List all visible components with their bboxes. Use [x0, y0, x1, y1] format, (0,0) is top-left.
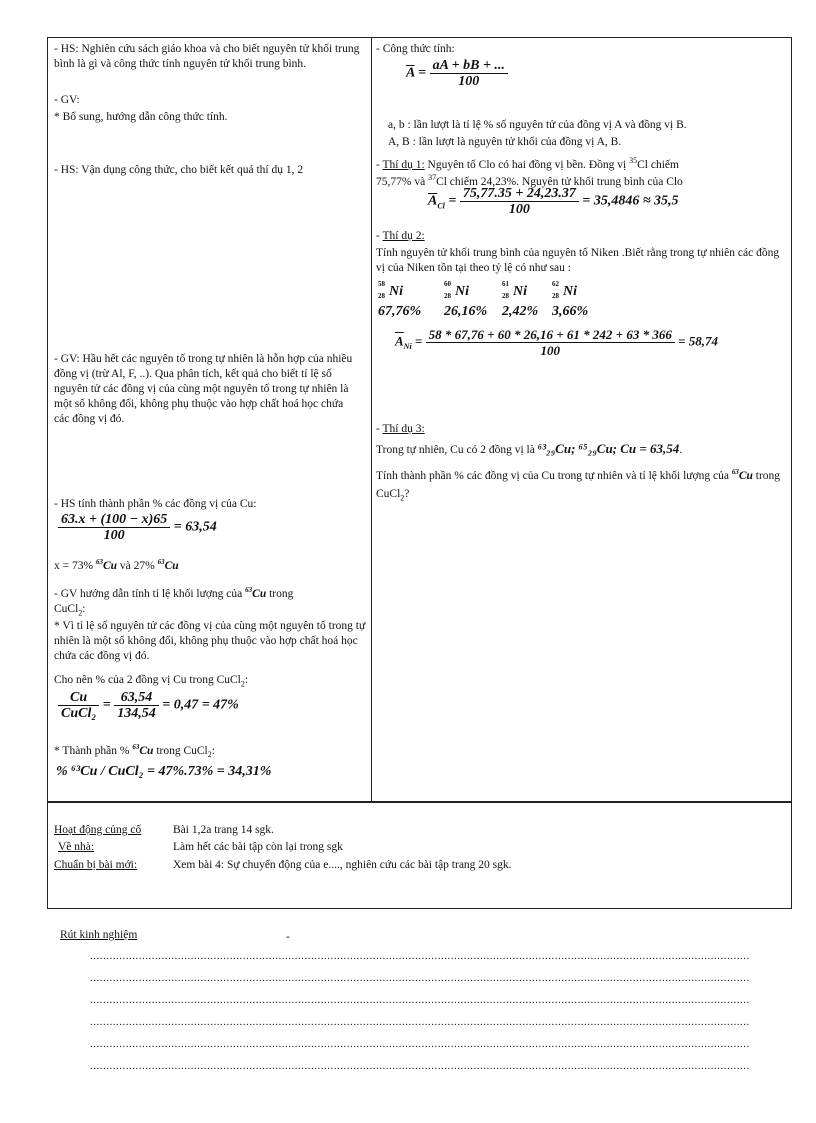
- ex3-text-d: trong CuCl: [376, 469, 781, 500]
- right-formula-label: - Công thức tính:: [376, 43, 455, 55]
- eq-chlorine: $\overline{A}_{Cl}$ = $\frac{75,77.35 + 24,23.37}{100}$ = 35,4846 ≈ 35,5: [428, 186, 679, 217]
- cu-mass: 63: [132, 743, 140, 751]
- ni-z: 28: [552, 292, 559, 300]
- ex3-q: ?: [404, 487, 410, 500]
- eq-nickel: $\overline{A}_{Ni}$ = $\frac{58 * 67,76 + 60 * 26,16 + 61 * 242 + 63 * 366}{100}$ = 58,74: [395, 327, 718, 358]
- eq-cu-mass-percent: % ⁶³Cu / CuCl₂ = 47%.73% = 34,31%: [56, 764, 272, 779]
- right-ab-note: a, b : lần lượt là tỉ lệ % số nguyên tử của đồng vị A và đồng vị B.: [388, 119, 687, 131]
- ex2-den: 100: [540, 343, 560, 358]
- gv3-trong: trong: [269, 587, 294, 600]
- gv3-text: - GV hướng dẫn tính tỉ lệ khối lượng của: [54, 587, 243, 600]
- eq2-den1: CuCl₂: [61, 706, 97, 721]
- left-cucl2: [54, 602, 86, 620]
- cu-symbol: Cu: [102, 559, 118, 572]
- ex3-text-a: Trong tự nhiên, Cu có 2 đồng vị là: [376, 444, 535, 456]
- ni-60: [444, 280, 469, 300]
- left-gv-mass-ratio: [54, 583, 293, 602]
- experience-line: ...........................................................................................................................................................................................................: [90, 972, 750, 984]
- ex1-den: 100: [508, 202, 530, 217]
- consolidate-label: Hoạt động củng cố: [54, 824, 142, 836]
- ni-pct: 2,42%: [502, 304, 539, 319]
- ni-z: 28: [378, 292, 385, 300]
- ex2-lhs-sub: Ni: [403, 342, 412, 352]
- example-2-label: - Thí dụ 2:: [376, 230, 425, 242]
- example-1-line2: 75,77% và $^{37}$Cl chiếm 24,23%. Nguyên tử khối trung bình của Clo: [376, 173, 683, 188]
- example-1: - Thí dụ 1: Nguyên tố Clo có hai đồng vị bền. Đồng vị $^{35}$Cl chiếm: [376, 156, 679, 171]
- example-2-text: Tính nguyên tử khối trung bình của nguyên tố Niken .Biết rằng trong tự nhiên các đồng vị của Niken tồn tại theo tỷ lệ có như sau :: [376, 247, 780, 274]
- x-value: x = 73%: [54, 559, 94, 572]
- eq1-rhs: = 63,54: [173, 519, 217, 535]
- ex2-label: Thí dụ 2:: [382, 230, 425, 242]
- eq-average-mass: $\overline{A}$ = $\frac{aA + bB + ...}{100}$: [406, 58, 508, 89]
- left-star-reason: * Vì tỉ lệ số nguyên tử các đồng vị của cùng một nguyên tố trong tự nhiên là một số không đổi, không phụ thuộc vào hợp chất hoá học chứa các đồng vị đó.: [54, 620, 366, 662]
- ni-z: 28: [444, 292, 451, 300]
- ni-z: 28: [502, 292, 509, 300]
- experience-dash: -: [286, 931, 290, 943]
- cucl2-colon: :: [244, 674, 249, 686]
- ni-mass: 61: [502, 280, 509, 288]
- cu-symbol: Cu: [139, 744, 154, 757]
- ex1-rhs: = 35,4846 ≈ 35,5: [582, 193, 679, 209]
- cucl2-sub: 2: [78, 608, 83, 618]
- eq2-den2: 134,54: [117, 706, 156, 721]
- experience-line: ...........................................................................................................................................................................................................: [90, 994, 750, 1006]
- example-3-label: - Thí dụ 3:: [376, 423, 425, 435]
- eq2-num2: 63,54: [114, 690, 159, 706]
- example-3-line2: [376, 463, 786, 507]
- ni-symbol: Ni: [389, 284, 403, 299]
- home-text: Làm hết các bài tập còn lại trong sgk: [173, 841, 343, 853]
- star2-trong: trong CuCl: [156, 744, 208, 757]
- ex1-lhs-sub: Cl: [437, 201, 445, 211]
- eq1-numerator: 63.x + (100 − x)65: [58, 512, 170, 528]
- star2-text: * Thành phần %: [54, 744, 130, 757]
- example-3-line1: Trong tự nhiên, Cu có 2 đồng vị là ⁶³₂₉Cu; ⁶⁵₂₉Cu; Cu = 63,54.: [376, 441, 683, 456]
- x-and: và 27%: [119, 559, 155, 572]
- experience-line: ...........................................................................................................................................................................................................: [90, 950, 750, 962]
- cucl2-colon: :: [211, 744, 215, 757]
- cucl2-sub: 2: [207, 750, 212, 760]
- ex1-lhs: $\overline{A}$: [428, 193, 438, 209]
- left-hs-question: - HS: Nghiên cứu sách giáo khoa và cho biết nguyên tử khối trung bình là gì và công thức tính nguyên tử khối trung bình.: [54, 43, 360, 70]
- cu-symbol: Cu: [738, 469, 753, 482]
- cu-symbol: Cu: [164, 559, 179, 572]
- left-gv-label: - GV:: [54, 94, 80, 106]
- ni-pct: 3,66%: [552, 304, 589, 319]
- cucl2-colon: :: [82, 603, 86, 615]
- left-star-composition: [54, 740, 215, 762]
- ni-58: [378, 280, 403, 300]
- homework-box: [47, 801, 792, 909]
- prep-label: Chuẩn bị bài mới:: [54, 859, 138, 871]
- ex1-text-b: Cl chiếm: [637, 158, 679, 171]
- f-lhs: $\overline{A}$: [406, 65, 415, 81]
- ni-symbol: Ni: [455, 284, 469, 299]
- cucl2-sub: 2: [240, 679, 245, 689]
- cu-mass: 63: [95, 558, 103, 566]
- experience-label: Rút kinh nghiệm: [60, 929, 138, 941]
- ni-percentages: [378, 304, 638, 322]
- ex1-num: 75,77.35 + 24,23.37: [460, 186, 579, 202]
- cu-mass: 63: [245, 586, 253, 594]
- experience-line: ...........................................................................................................................................................................................................: [90, 1016, 750, 1028]
- eq2-rhs: = 0,47 = 47%: [162, 697, 239, 713]
- ex3-label: Thí dụ 3:: [382, 423, 425, 435]
- prep-text: Xem bài 4: Sự chuyển động của e...., nghiên cứu các bài tập trang 20 sgk.: [173, 859, 512, 871]
- ex2-lhs: $\overline{A}$: [395, 333, 404, 349]
- ex1-text-a: Nguyên tố Clo có hai đồng vị bền. Đồng vị: [424, 158, 630, 171]
- x-result: [54, 555, 179, 574]
- cu-mass: 63: [731, 468, 739, 476]
- home-label: Về nhà:: [58, 841, 95, 853]
- ex3-cu-isotopes: ⁶³₂₉Cu; ⁶⁵₂₉Cu; Cu = 63,54: [537, 441, 680, 456]
- left-hs-apply: - HS: Vận dụng công thức, cho biết kết quả thí dụ 1, 2: [54, 164, 304, 176]
- f-num: aA + bB + ...: [430, 58, 508, 74]
- ni-61: [502, 280, 527, 300]
- eq-cu-ratio: $\frac{Cu}{\text{CuCl₂}}$ = $\frac{63,54}{134,54}$ = 0,47 = 47%: [58, 690, 239, 721]
- cucl2-text: CuCl: [54, 603, 79, 615]
- column-divider: [371, 37, 372, 802]
- ex3-sub: 2: [400, 493, 405, 503]
- eq-cu-percent: [58, 512, 217, 543]
- ex2-num: 58 * 67,76 + 60 * 26,16 + 61 * 242 + 63 * 366: [426, 327, 675, 343]
- eq1-denominator: 100: [103, 528, 125, 543]
- cu-mass: 63: [157, 558, 165, 566]
- consolidate-text: Bài 1,2a trang 14 sgk.: [173, 824, 274, 836]
- ni-62: [552, 280, 577, 300]
- left-gv-detail: * Bổ sung, hướng dẫn công thức tính.: [54, 111, 228, 123]
- ex1-label: Thí dụ 1:: [382, 158, 425, 171]
- cu-symbol: Cu: [252, 587, 267, 600]
- experience-line: ...........................................................................................................................................................................................................: [90, 1038, 750, 1050]
- ex1-line2-b: Cl chiếm 24,23%. Nguyên tử khối trung bình của Clo: [436, 175, 683, 188]
- ex1-line2: 75,77% và: [376, 175, 429, 188]
- left-cu-percent-line: [54, 673, 248, 691]
- right-AB-note: A, B : lần lượt là nguyên tử khối của đồng vị A, B.: [388, 136, 622, 148]
- ni-symbol: Ni: [563, 284, 577, 299]
- ni-symbol: Ni: [513, 284, 527, 299]
- ni-pct: 67,76%: [378, 304, 422, 319]
- ni-pct: 26,16%: [444, 304, 488, 319]
- star1b-text: Cho nên % của 2 đồng vị Cu trong CuCl: [54, 674, 241, 686]
- experience-line: ...........................................................................................................................................................................................................: [90, 1060, 750, 1072]
- f-den: 100: [458, 74, 480, 89]
- ni-mass: 60: [444, 280, 451, 288]
- left-hs-cu: - HS tính thành phần % các đồng vị của Cu:: [54, 498, 257, 510]
- ni-mass: 62: [552, 280, 559, 288]
- ex2-rhs: = 58,74: [678, 333, 718, 349]
- left-gv-isotopes: - GV: Hầu hết các nguyên tố trong tự nhiên là hỗn hợp của nhiều đồng vị (trừ Al, F, ..). Qua phân tích, kết quả cho biết tỉ lệ số nguyên tử các đồng vị của cùng một nguyên tố trong tự nhiên là một số không đổi, không phụ thuộc vào hợp chất hoá học chứa các đồng vị đó.: [54, 353, 353, 425]
- eq2-num1: Cu: [58, 690, 99, 706]
- ni-mass: 58: [378, 280, 385, 288]
- ex3-text-c: Tính thành phần % các đồng vị của Cu trong tự nhiên và tỉ lệ khối lượng của: [376, 469, 729, 482]
